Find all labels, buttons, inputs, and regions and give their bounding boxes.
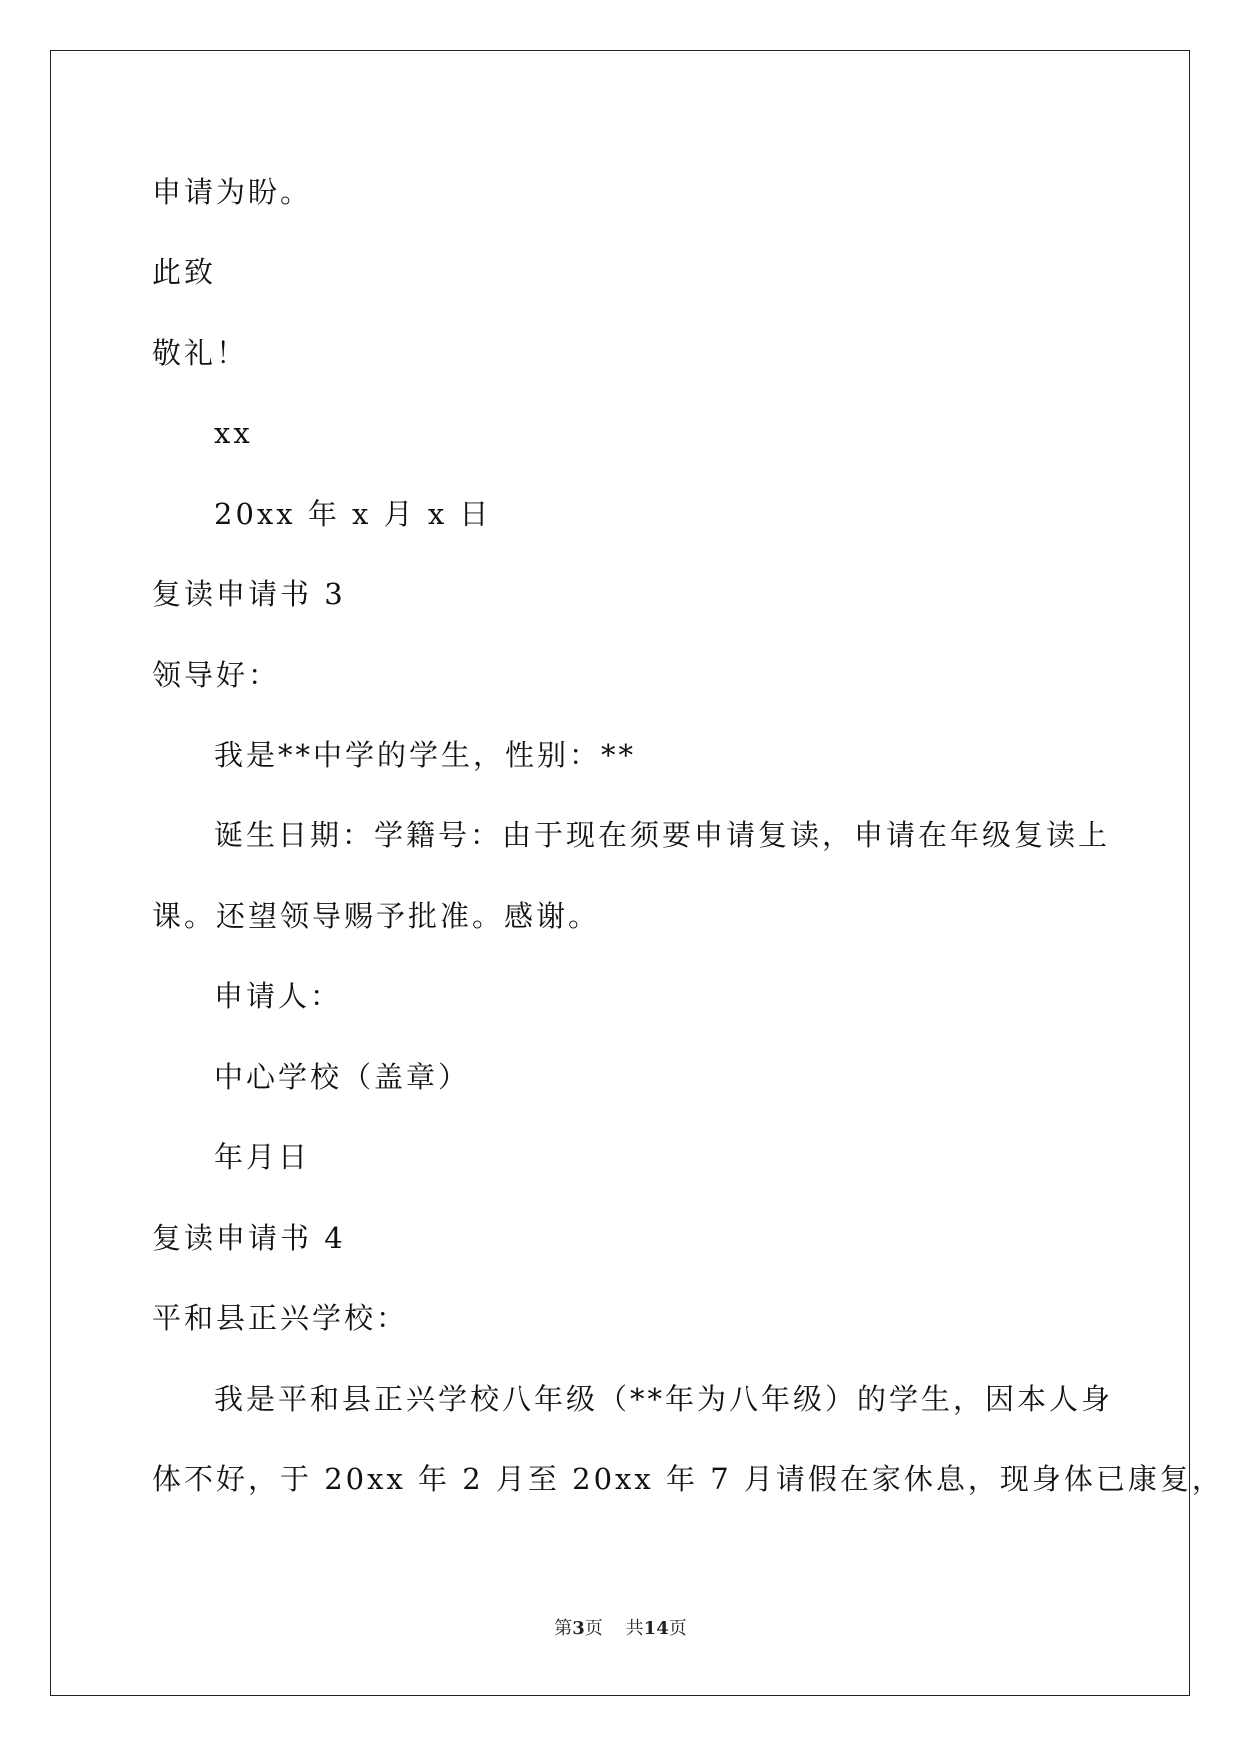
paragraph-line: 我是平和县正兴学校八年级（**年为八年级）的学生，因本人身 — [214, 1382, 1114, 1416]
date-label: 年月日 — [214, 1140, 311, 1174]
page-number: 3 — [572, 1618, 585, 1639]
text-line: 申请为盼。 — [152, 175, 313, 209]
signature-name: xx — [214, 416, 253, 450]
paragraph-line: 课。还望领导赐予批准。感谢。 — [152, 899, 601, 933]
paragraph-line: 我是**中学的学生，性别：** — [214, 738, 637, 772]
page-footer — [0, 1617, 1241, 1641]
salutation: 领导好： — [152, 658, 281, 692]
applicant-label: 申请人： — [214, 979, 343, 1013]
page-prefix: 第 — [554, 1618, 573, 1639]
text-line: 敬礼！ — [152, 336, 249, 370]
total-suffix: 页 — [668, 1618, 687, 1639]
page-suffix: 页 — [584, 1618, 603, 1639]
school-seal-label: 中心学校（盖章） — [214, 1060, 471, 1094]
total-pages: 14 — [643, 1618, 669, 1639]
paragraph-line: 体不好，于 20xx 年 2 月至 20xx 年 7 月请假在家休息，现身体已康复， — [152, 1462, 1224, 1496]
text-line: 此致 — [152, 255, 217, 289]
total-prefix: 共 — [625, 1618, 644, 1639]
section-title: 复读申请书 4 — [152, 1221, 346, 1255]
signature-date: 20xx 年 x 月 x 日 — [214, 497, 492, 531]
page-border — [50, 50, 1190, 1696]
paragraph-line: 诞生日期：学籍号：由于现在须要申请复读，申请在年级复读上 — [214, 818, 1111, 852]
salutation: 平和县正兴学校： — [152, 1301, 409, 1335]
section-title: 复读申请书 3 — [152, 577, 346, 611]
